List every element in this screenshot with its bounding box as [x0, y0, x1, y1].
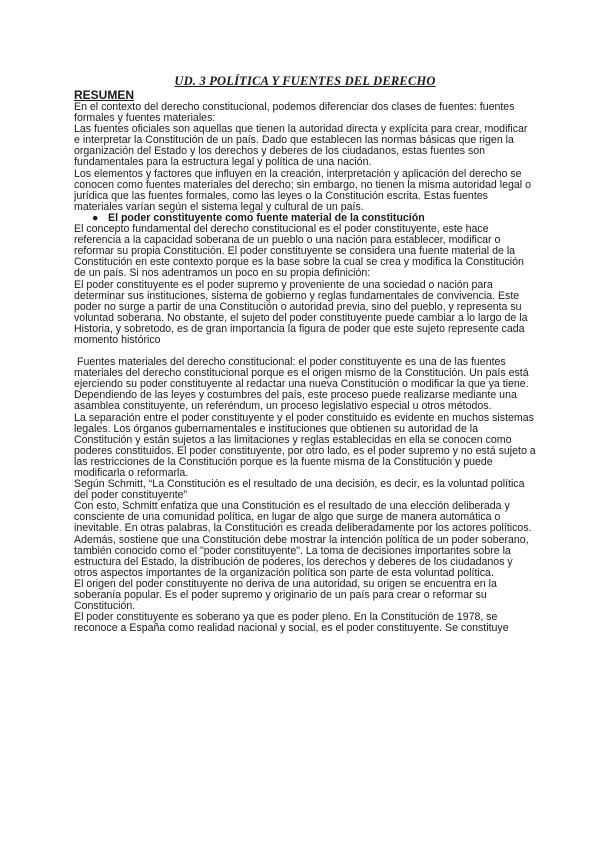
- paragraph: La separación entre el poder constituyente y el poder constituido es evidente en muchos sistemas legales. Los órganos gubernamentales e instituciones que obtienen su autoridad de la Constitución y están sujetos a las limitaciones y reglas establecidas en ella se conocen como poderes constituidos. El poder constituyente, por otro lado, es el poder supremo y no está sujeto a las restricciones de la Constitución porque es la fuente misma de la Constitución y puede modificarla o reformarla.: [74, 411, 536, 479]
- paragraph: En el contexto del derecho constitucional, podemos diferenciar dos clases de fuentes: fuentes formales y fuentes materiales:: [74, 101, 515, 125]
- paragraph: Con esto, Schmitt enfatiza que una Constitución es el resultado de una elección deliberada y consciente de una comunidad política, en lugar de algo que surge de manera automática o inevitable. En otras palabras, la Constitución es creada deliberadamente por los actores políticos.: [74, 500, 532, 535]
- paragraph: Los elementos y factores que influyen en la creación, interpretación y aplicación del derecho se conocen como fuentes materiales del derecho; sin embargo, no tienen la misma autoridad legal o jurídica que las fuentes formales, como las leyes o la Constitución escrita. Estas fuentes materiales varían según el sistema legal y cultural de un país.: [74, 167, 531, 213]
- document-body: [74, 102, 536, 634]
- paragraph: Según Schmitt, “La Constitución es el resultado de una decisión, es decir, es la voluntad política del poder constituyente”: [74, 478, 525, 502]
- paragraph: El origen del poder constituyente no deriva de una autoridad, su origen se encuentra en la soberanía popular. Es el poder supremo y originario de un país para crear o reformar su Constitución.: [74, 577, 497, 613]
- document-title: UD. 3 POLÍTICA Y FUENTES DEL DERECHO: [174, 74, 436, 88]
- bullet-text: El poder constituyente como fuente material de la constitución: [108, 211, 425, 224]
- paragraph: El concepto fundamental del derecho constitucional es el poder constituyente, este hace referencia a la capacidad soberana de un pueblo o una nación para establecer, modificar o reformar su propia Constitución. El poder constituyente se considera una fuente material de la Constitución en este contexto porque es la base sobre la cual se crea y modifica la Constitución de un país. Si nos adentramos un poco en su propia definición:: [74, 223, 524, 280]
- paragraph: El poder constituyente es soberano ya que es poder pleno. En la Constitución de 1978, se reconoce a España como realidad nacional y social, es el poder constituyente. Se constituye: [74, 611, 509, 635]
- bullet-icon: ●: [92, 211, 99, 224]
- paragraph: Además, sostiene que una Constitución debe mostrar la intención política de un poder soberano, también conocido como el "poder constituyente". La toma de decisiones importantes sobre la estructura del Estado, la distribución de poderes, los derechos y deberes de los ciudadanos y otros aspectos importantes de la organización política son parte de esta voluntad política.: [74, 533, 529, 579]
- section-heading: RESUMEN: [74, 88, 135, 102]
- paragraph: Las fuentes oficiales son aquellas que tienen la autoridad directa y explícita para crear, modificar e interpretar la Constitución de un país. Dado que establecen las normas básicas que rigen la organización del Estado y los derechos y deberes de los ciudadanos, estas fuentes son fundamentales para la estructura legal y política de una nación.: [74, 123, 528, 169]
- paragraph: El poder constituyente es el poder supremo y proveniente de una sociedad o nación para determinar sus instituciones, sistema de gobierno y reglas fundamentales de convivencia. Este poder no surge a partir de una Constitución o autoridad previa, sino del pueblo, y representa su voluntad soberana. No obstante, el sujeto del poder constituyente puede cambiar a lo largo de la Historia, y sobretodo, es de gran importancia la figura de poder que este sujeto represente cada momento histórico: [74, 278, 528, 346]
- paragraph: Fuentes materiales del derecho constitucional: el poder constituyente es una de las fuentes materiales del derecho constitucional porque es el origen mismo de la Constitución. Un país está ejerciendo su poder constituyente al redactar una nueva Constitución o modificar la que ya tiene. Dependiendo de las leyes y costumbres del país, este proceso puede realizarse mediante una asamblea constituyente, un referéndum, un proceso legislativo especial u otros métodos.: [74, 356, 529, 413]
